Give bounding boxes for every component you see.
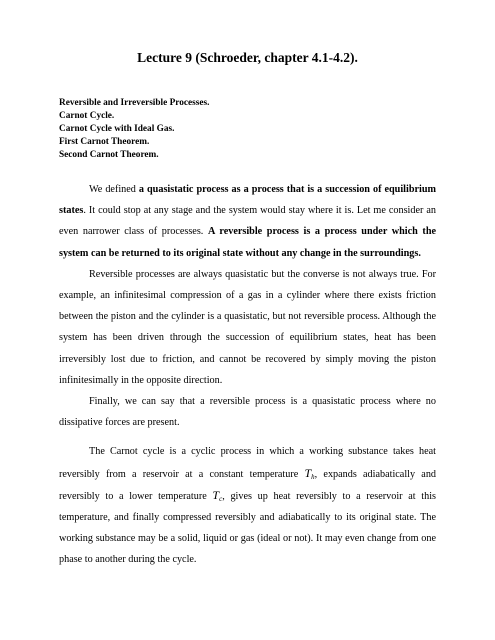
topic-item: Carnot Cycle. <box>59 111 115 121</box>
quasistatic-definition: a quasistatic process as a process that is a succession of equilibrium states <box>59 184 437 217</box>
topic-item: Reversible and Irreversible Processes. <box>59 98 210 108</box>
text-run: The Carnot cycle is a cyclic process in which a working substance takes heat reversibly from a reservoir at a constant temperature <box>59 446 436 480</box>
symbol-t-hot: $T_h$ <box>304 465 315 481</box>
text-run: , gives up heat reversibly to a reservoir at this temperature, and finally compressed reversibly and adiabatically to its original state. The working substance may be a solid, liquid or gas (ideal or not). It may even change from one phase to another during the cycle. <box>59 490 436 566</box>
text-run: , expands adiabatically and reversibly to a lower temperature <box>59 468 437 502</box>
topic-item: Carnot Cycle with Ideal Gas. <box>59 124 175 134</box>
reversible-definition: A reversible process is a process under which the system can be returned to its original state without any change in the surroundings. <box>59 226 437 259</box>
paragraph-dissipative: Finally, we can say that a reversible process is a quasistatic process where no dissipative forces are present. <box>59 396 436 429</box>
topic-item: Second Carnot Theorem. <box>59 150 159 160</box>
page-title: Lecture 9 (Schroeder, chapter 4.1-4.2). <box>137 50 358 65</box>
paragraph-reversible: Reversible processes are always quasistatic but the converse is not always true. For example, an infinitesimal compression of a gas in a cylinder where there exists friction between the piston and the cylinder is a quasistatic, but not reversible process. Although the system has been driven through the succession of equilibrium states, heat has been irreversibly lost due to friction, and cannot be recovered by simply moving the piston infinitesimally in the opposite direction. <box>59 268 436 386</box>
text-run: . It could stop at any stage and the system would stay where it is. Let me consider an even narrower class of processes. <box>59 205 436 238</box>
paragraph-quasistatic <box>59 179 436 264</box>
topic-item: First Carnot Theorem. <box>59 137 150 147</box>
body-text <box>59 179 436 571</box>
topic-list <box>59 97 209 162</box>
text-run: We defined <box>89 184 139 195</box>
symbol-t-cold: $T_c$ <box>212 487 223 503</box>
paragraph-carnot-cycle <box>59 441 436 570</box>
